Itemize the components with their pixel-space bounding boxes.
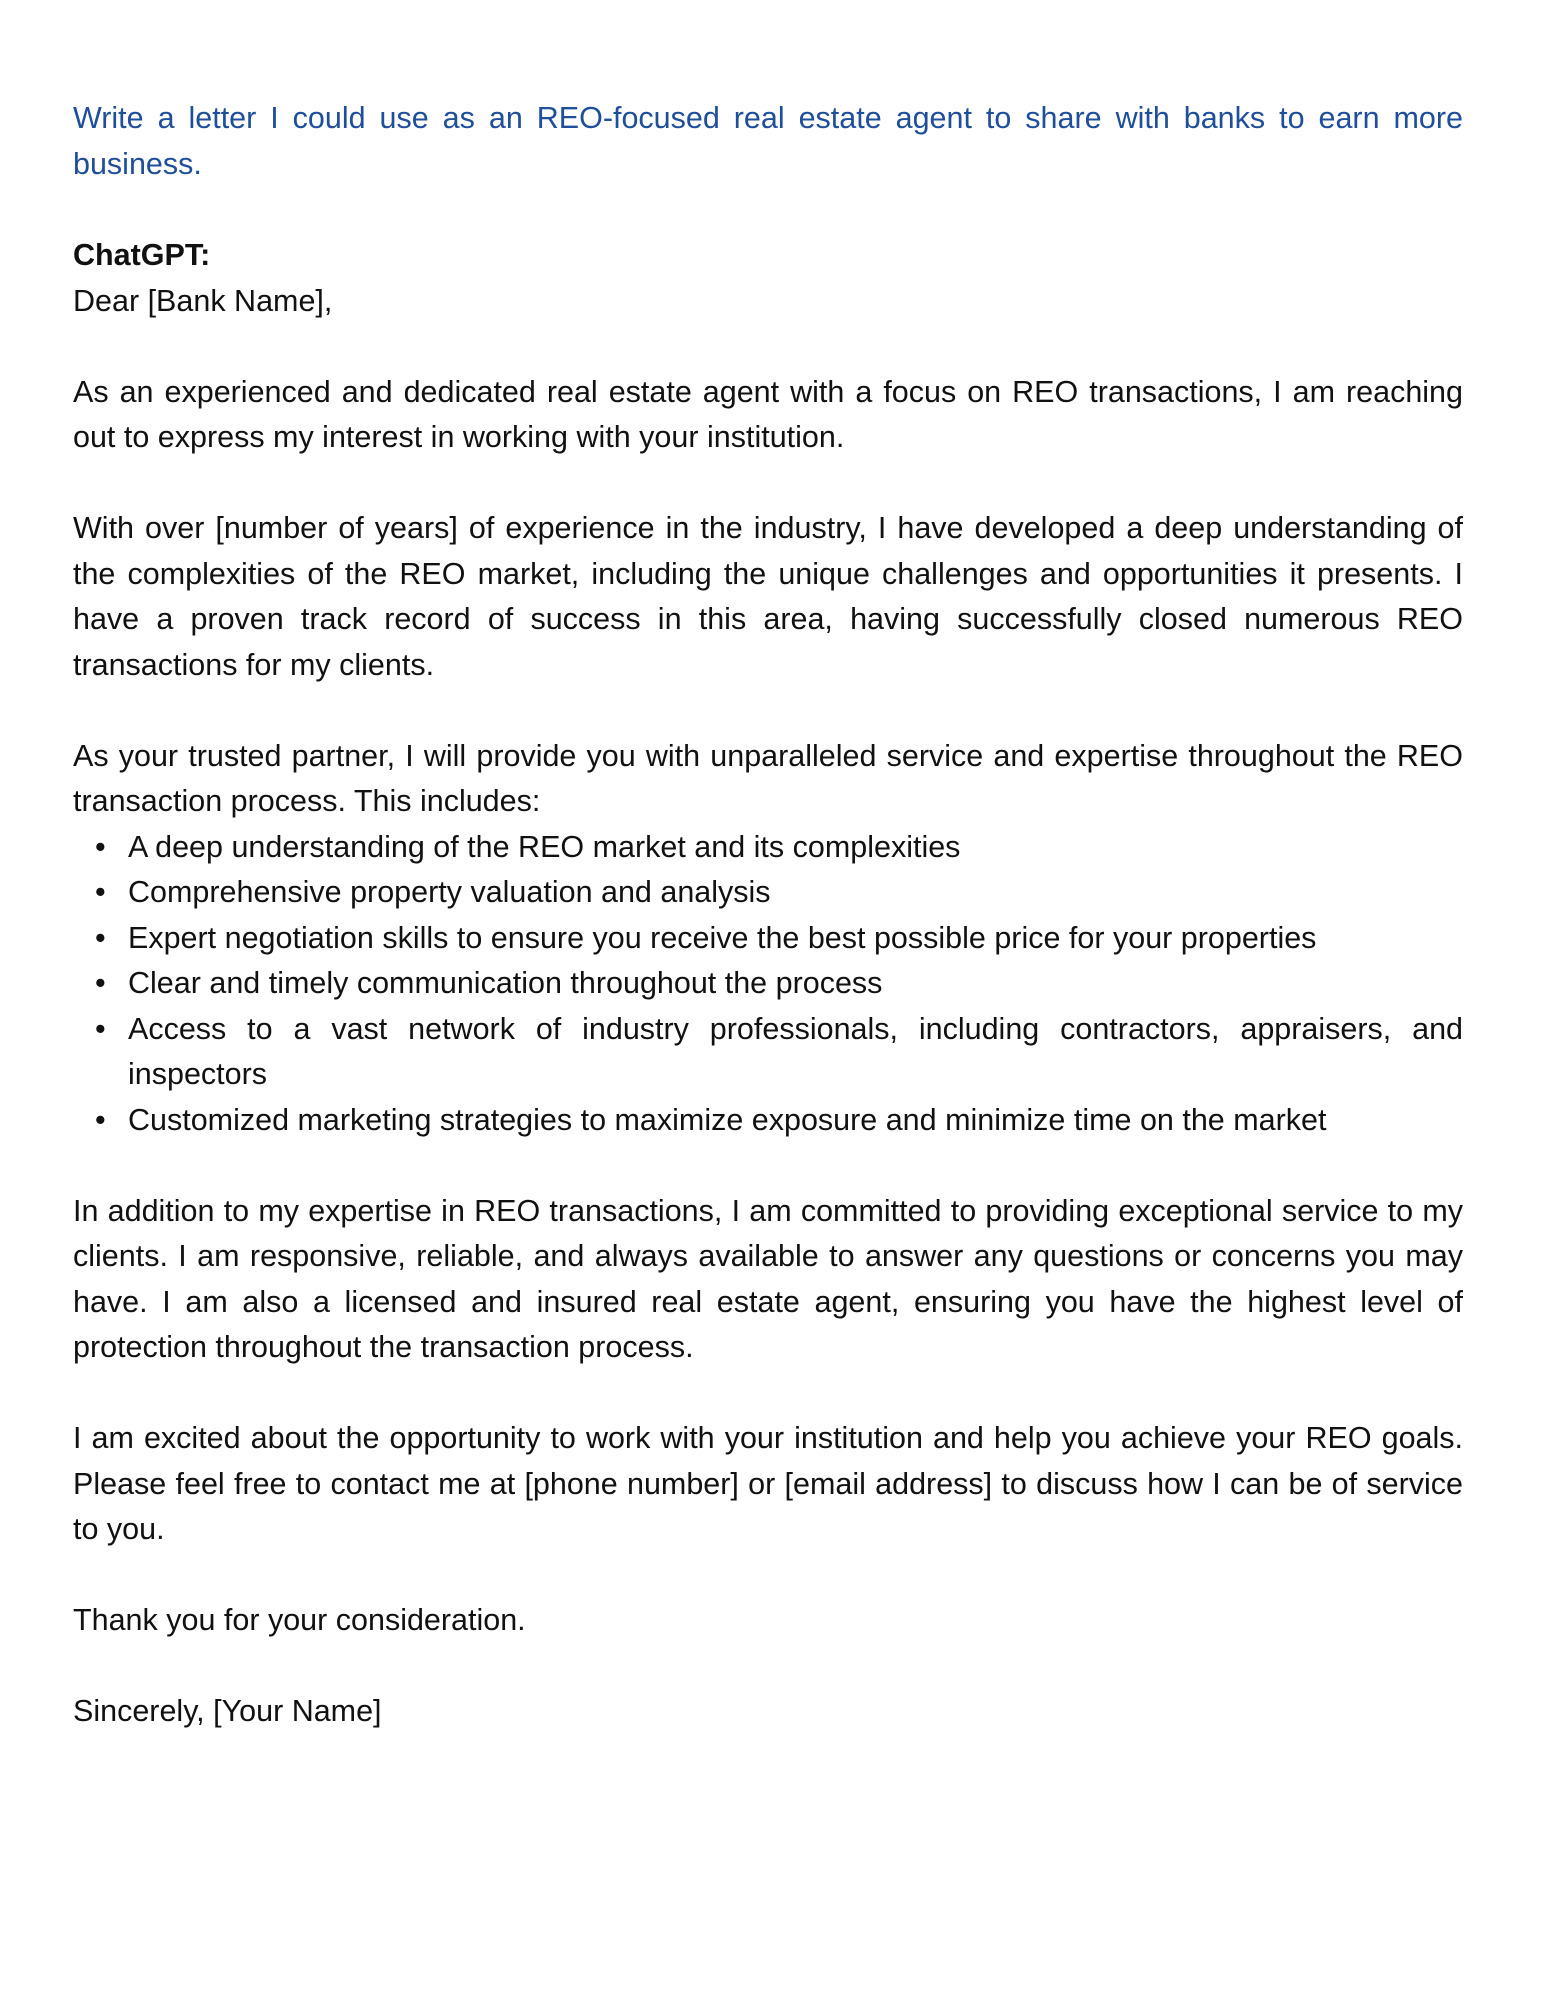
list-item	[95, 1007, 1463, 1098]
bullet-icon: •	[95, 920, 106, 955]
bullet-icon: •	[95, 829, 106, 864]
list-item-text: Access to a vast network of industry professionals, including contractors, appraisers, and inspectors	[128, 1011, 1463, 1091]
letter-signoff: Sincerely, [Your Name]	[73, 1694, 382, 1728]
services-list	[73, 825, 1463, 1144]
list-item	[95, 916, 1463, 962]
list-intro: As your trusted partner, I will provide you with unparalleled service and expertise throughout the REO transaction process. This includes:	[73, 738, 1463, 818]
bullet-icon: •	[95, 1011, 106, 1046]
list-item	[95, 870, 1463, 916]
list-item-text: Comprehensive property valuation and analysis	[128, 875, 771, 909]
bullet-icon: •	[95, 1102, 106, 1137]
document-page	[73, 96, 1463, 1780]
letter-paragraph-contact: I am excited about the opportunity to work with your institution and help you achieve your REO goals. Please feel free to contact me at [phone number] or [email address] to discuss how I can be of service to you.	[73, 1421, 1463, 1546]
list-item-text: Expert negotiation skills to ensure you receive the best possible price for your properties	[128, 920, 1317, 955]
letter-greeting: Dear [Bank Name],	[73, 283, 333, 318]
letter-thanks: Thank you for your consideration.	[73, 1603, 526, 1637]
speaker-label: ChatGPT:	[73, 238, 211, 272]
bullet-icon: •	[95, 875, 106, 909]
user-prompt: Write a letter I could use as an REO-focused real estate agent to share with banks to earn more business.	[73, 101, 1463, 181]
list-item-text: Clear and timely communication throughout the process	[128, 966, 883, 1000]
list-item	[95, 825, 1463, 871]
list-item-text: Customized marketing strategies to maximize exposure and minimize time on the market	[128, 1102, 1327, 1137]
letter-paragraph-intro: As an experienced and dedicated real estate agent with a focus on REO transactions, I am reaching out to express my interest in working with your institution.	[73, 374, 1463, 454]
list-item	[95, 1098, 1463, 1144]
list-item	[95, 961, 1463, 1007]
letter-paragraph-commitment: In addition to my expertise in REO transactions, I am committed to providing exceptional service to my clients. I am responsive, reliable, and always available to answer any questions or concerns you may have. I am also a licensed and insured real estate agent, ensuring you have the highest level of protection throughout the transaction process.	[73, 1193, 1463, 1364]
bullet-icon: •	[95, 966, 106, 1000]
list-item-text: A deep understanding of the REO market and its complexities	[128, 829, 961, 864]
letter-paragraph-experience: With over [number of years] of experience in the industry, I have developed a deep understanding of the complexities of the REO market, including the unique challenges and opportunities it presents. I have a proven track record of success in this area, having successfully closed numerous REO transactions for my clients.	[73, 511, 1463, 682]
